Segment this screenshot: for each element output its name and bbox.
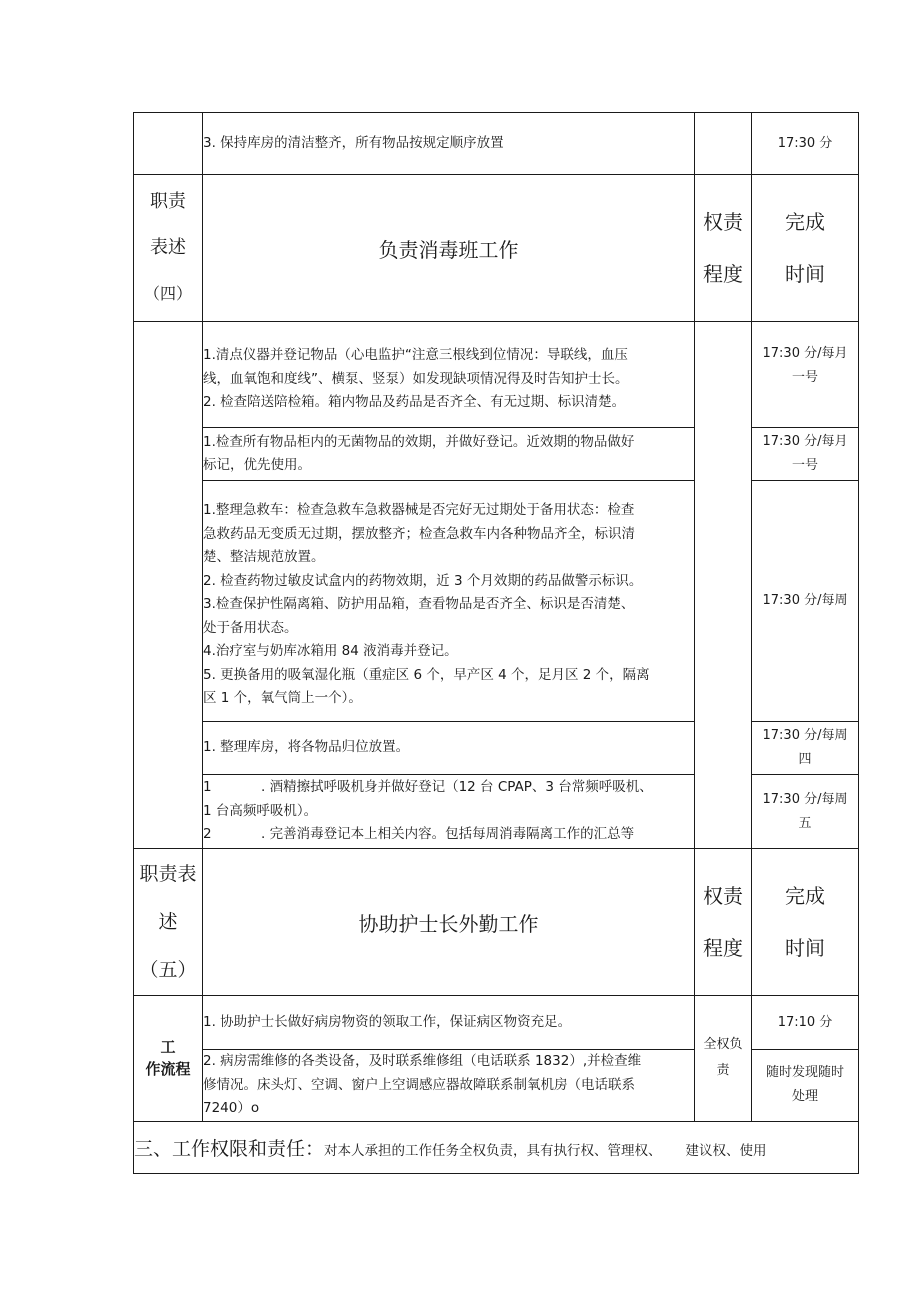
task-cell: 1. 协助护士长做好病房物资的领取工作，保证病区物资充足。 — [203, 996, 695, 1050]
section5-title: 协助护士长外勤工作 — [203, 849, 695, 996]
footer-row — [134, 1121, 859, 1173]
numbered-line: 1 . 酒精擦拭呼吸机身并做好登记（12 台 CPAP、3 台常频呼吸机、 — [203, 779, 653, 796]
time-cell: 17:30 分/每周 — [752, 481, 859, 722]
task-cell: 3. 保持库房的清洁整齐，所有物品按规定顺序放置 — [203, 113, 695, 175]
section4-header-row — [134, 175, 859, 322]
footer-tail: 建议权、使用 — [685, 1142, 767, 1159]
footer-cell — [134, 1121, 859, 1173]
time-cell: 17:30 分/每月 一号 — [752, 428, 859, 481]
footer-body: 对本人承担的工作任务全权负责，具有执行权、管理权、 — [324, 1142, 662, 1159]
empty-cell — [134, 322, 203, 849]
section5-label: 职责表 述 （五） — [134, 849, 203, 996]
numbered-line: 1 台高频呼吸机）。 — [203, 802, 318, 819]
task-cell: 2. 病房需维修的各类设备，及时联系维修组（电话联系 1832）,并检查维 修情况。床头灯、空调、窗户上空调感应器故障联系制氧机房（电话联系 7240）o — [203, 1050, 695, 1122]
table-row — [134, 996, 859, 1050]
empty-cell — [695, 113, 752, 175]
duty-table — [133, 112, 859, 1174]
table-row — [134, 322, 859, 428]
workflow-label: 工 作流程 — [134, 996, 203, 1122]
time-cell: 随时发现随时 处理 — [752, 1050, 859, 1122]
empty-cell — [134, 113, 203, 175]
authority-header: 权责 程度 — [695, 175, 752, 322]
time-cell: 17:30 分/每周 五 — [752, 775, 859, 849]
authority-cell — [695, 322, 752, 849]
authority-value: 全权负 责 — [695, 996, 752, 1122]
time-cell: 17:30 分/每月 一号 — [752, 322, 859, 428]
task-cell: 1.检查所有物品柜内的无菌物品的效期，并做好登记。近效期的物品做好 标记，优先使用。 — [203, 428, 695, 481]
task-cell: 1. 整理库房，将各物品归位放置。 — [203, 722, 695, 775]
footer-heading: 三、工作权限和责任： — [134, 1137, 325, 1160]
authority-header: 权责 程度 — [695, 849, 752, 996]
time-header: 完成 时间 — [752, 849, 859, 996]
table-row — [134, 113, 859, 175]
task-cell: 1.整理急救车：检查急救车急救器械是否完好无过期处于备用状态：检查 急救药品无变质无过期，摆放整齐；检查急救车内各种物品齐全，标识清 楚、整洁规范放置。 2. 检查药物过敏皮试盒内的药物效期，近 3 个月效期的药品做警示标识。 3.检查保护性隔离箱、防护用品箱，查看物品是否齐全、标识是否清楚、 处于备用状态。 4.治疗室与奶库冰箱用 84 液消毒并登记。 5. 更换备用的吸氧湿化瓶（重症区 6 个，早产区 4 个，足月区 2 个，隔离 区 1 个，氧气筒上一个）。 — [203, 481, 695, 722]
section4-title: 负责消毒班工作 — [203, 175, 695, 322]
time-header: 完成 时间 — [752, 175, 859, 322]
section5-header-row — [134, 849, 859, 996]
time-cell: 17:10 分 — [752, 996, 859, 1050]
time-cell: 17:30 分/每周 四 — [752, 722, 859, 775]
task-cell: 1.清点仪器并登记物品（心电监护“注意三根线到位情况：导联线，血压 线，血氧饱和度线”、横泵、竖泵）如发现缺项情况得及时告知护士长。 2. 检查陪送陪检箱。箱内物品及药品是否齐全、有无过期、标识清楚。 — [203, 322, 695, 428]
time-cell: 17:30 分 — [752, 113, 859, 175]
task-cell — [203, 775, 695, 849]
section4-label: 职责 表述 （四） — [134, 175, 203, 322]
numbered-line: 2 . 完善消毒登记本上相关内容。包括每周消毒隔离工作的汇总等 — [203, 826, 635, 843]
